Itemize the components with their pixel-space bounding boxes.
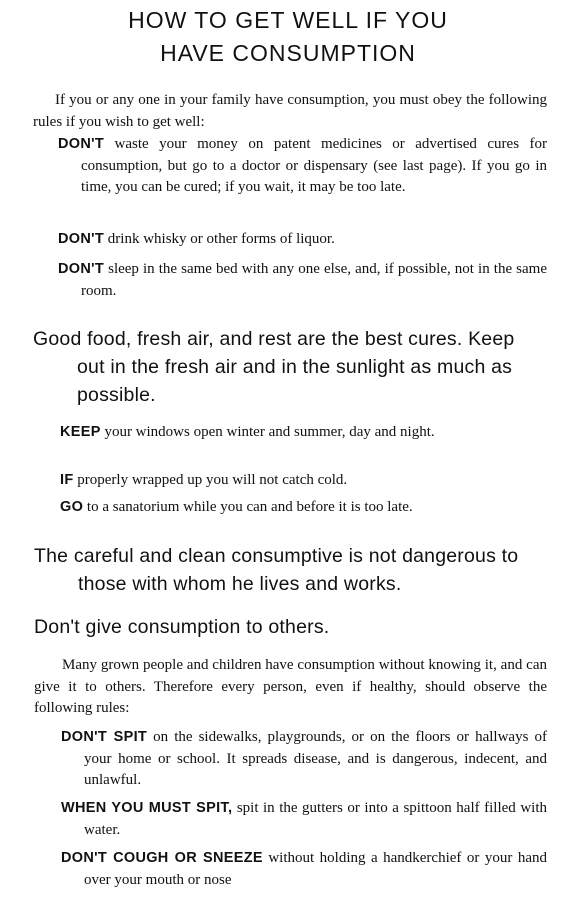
intro-paragraph-others: Many grown people and children have consumption without knowing it, and can give it to others. Therefore every person, even if healthy, should observe the following rules:: [34, 657, 547, 716]
page-title-line-2: HAVE CONSUMPTION: [160, 40, 416, 66]
rule-lead: DON'T: [58, 261, 105, 277]
rule-item: [60, 497, 547, 519]
rule-item: [61, 727, 547, 792]
emphasis-statement-careful: The careful and clean consumptive is not dangerous to those with whom he lives and works.: [34, 545, 519, 595]
section-heading: Don't give consumption to others.: [34, 616, 330, 638]
rule-text: sleep in the same bed with any one else, and, if possible, not in the same room.: [81, 261, 547, 299]
rule-item: [58, 259, 547, 302]
rule-lead: GO: [60, 499, 84, 515]
rule-lead: WHEN YOU MUST SPIT,: [61, 800, 233, 816]
rule-text: drink whisky or other forms of liquor.: [104, 231, 335, 247]
rule-item: [58, 134, 547, 199]
intro-paragraph: If you or any one in your family have consumption, you must obey the following rules if you wish to get well:: [33, 92, 547, 130]
rule-lead: DON'T: [58, 136, 105, 152]
rule-text: without holding a handkerchief or your hand over your mouth or nose: [84, 850, 548, 888]
emphasis-statement-cures: Good food, fresh air, and rest are the best cures. Keep out in the fresh air and in the sunlight as much as possible.: [33, 328, 515, 406]
rule-item: [58, 229, 547, 251]
rule-text: on the sidewalks, playgrounds, or on the floors or hallways of your home or school. It spreads disease, and is dangerous, indecent, and unlawful.: [84, 729, 547, 788]
rule-item: [61, 848, 548, 891]
rule-item: [60, 470, 547, 492]
rule-item: [61, 798, 547, 841]
rule-lead: DON'T COUGH OR SNEEZE: [61, 850, 263, 866]
rule-text: your windows open winter and summer, day and night.: [100, 424, 435, 440]
rule-item: [60, 422, 547, 444]
rule-text: waste your money on patent medicines or advertised cures for consumption, but go to a doctor or dispensary (see last page). If you go in time, you can be cured; if you wait, it may be too late.: [81, 136, 547, 195]
rule-lead: IF: [60, 472, 74, 488]
rule-lead: KEEP: [60, 424, 101, 440]
rule-lead: DON'T SPIT: [61, 729, 148, 745]
rule-lead: DON'T: [58, 231, 105, 247]
page-title-line-1: HOW TO GET WELL IF YOU: [128, 7, 448, 33]
rule-text: to a sanatorium while you can and before it is too late.: [83, 499, 413, 515]
rule-text: spit in the gutters or into a spittoon half filled with water.: [84, 800, 547, 838]
rule-text: properly wrapped up you will not catch cold.: [73, 472, 348, 488]
